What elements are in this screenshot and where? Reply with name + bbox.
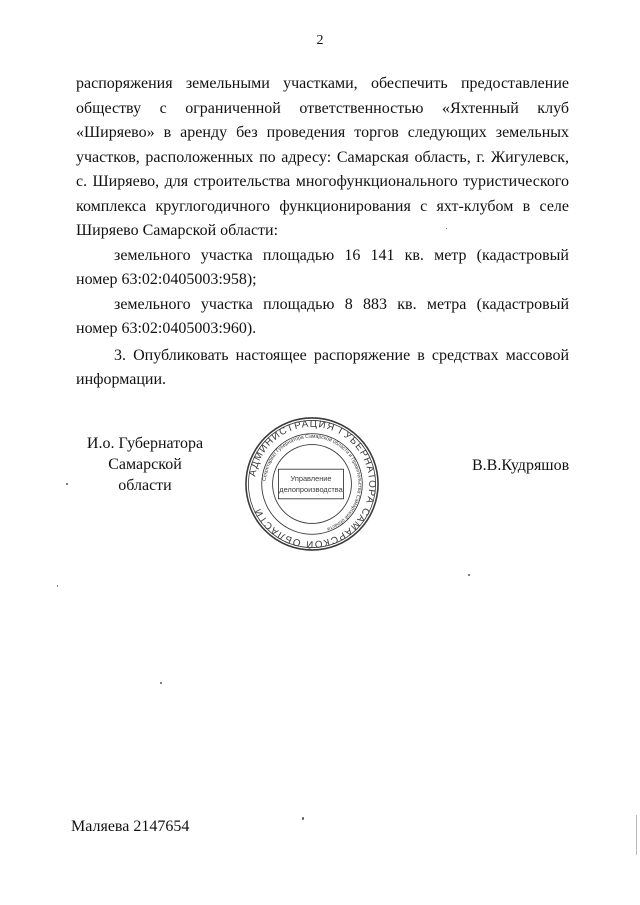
paragraph-land-plot-2: земельного участка площадью 8 883 кв. метра (кадастровый номер 63:02:0405003:960).: [76, 295, 569, 337]
signatory-title-line1: И.о. Губернатора: [86, 435, 204, 452]
page-number: 2: [316, 33, 324, 48]
paragraph-continuation: распоряжения земельными участками, обеспечить предоставление обществу с ограниченной ответственностью «Яхтенный клуб «Ширяево» в аренду без проведения торгов следующих земельных участков, расположенных по адресу: Самарская область, г. Жигулевск, с. Ширяево, для строительства многофункционального туристического комплекса круглогодичного функционирования с яхт-клубом в селе Ширяево Самарской области:: [76, 75, 569, 239]
paragraph-land-plot-1: земельного участка площадью 16 141 кв. метр (кадастровый номер 63:02:0405003:958);: [76, 246, 569, 288]
seal-outer-text: АДМИНИСТРАЦИЯ ГУБЕРНАТОРА САМАРСКОЙ ОБЛАСТИ: [247, 418, 378, 550]
scan-speck: [468, 574, 470, 576]
signatory-title: [80, 433, 210, 496]
signatory-name: В.В.Кудряшов: [472, 457, 570, 474]
seal-inner-text: Секретариат Губернатора Самарской области и Правительства Самарской области: [261, 433, 363, 532]
seal-center-line2: делопроизводства: [279, 484, 343, 494]
scan-edge-mark: [636, 815, 637, 855]
scan-speck: [57, 585, 58, 587]
scan-speck: [66, 483, 68, 485]
scan-speck: [160, 682, 162, 684]
executor-note: Маляева 2147654: [71, 818, 190, 835]
signatory-title-line2: Самарской области: [108, 456, 182, 494]
seal-center-line1: Управление: [290, 474, 332, 484]
paragraph-item-3: 3. Опубликовать настоящее распоряжение в средствах массовой информации.: [76, 346, 569, 388]
scan-speck: [302, 817, 304, 820]
scan-speck: [446, 228, 447, 229]
document-body: [76, 72, 569, 393]
official-seal-stamp: [243, 415, 381, 553]
